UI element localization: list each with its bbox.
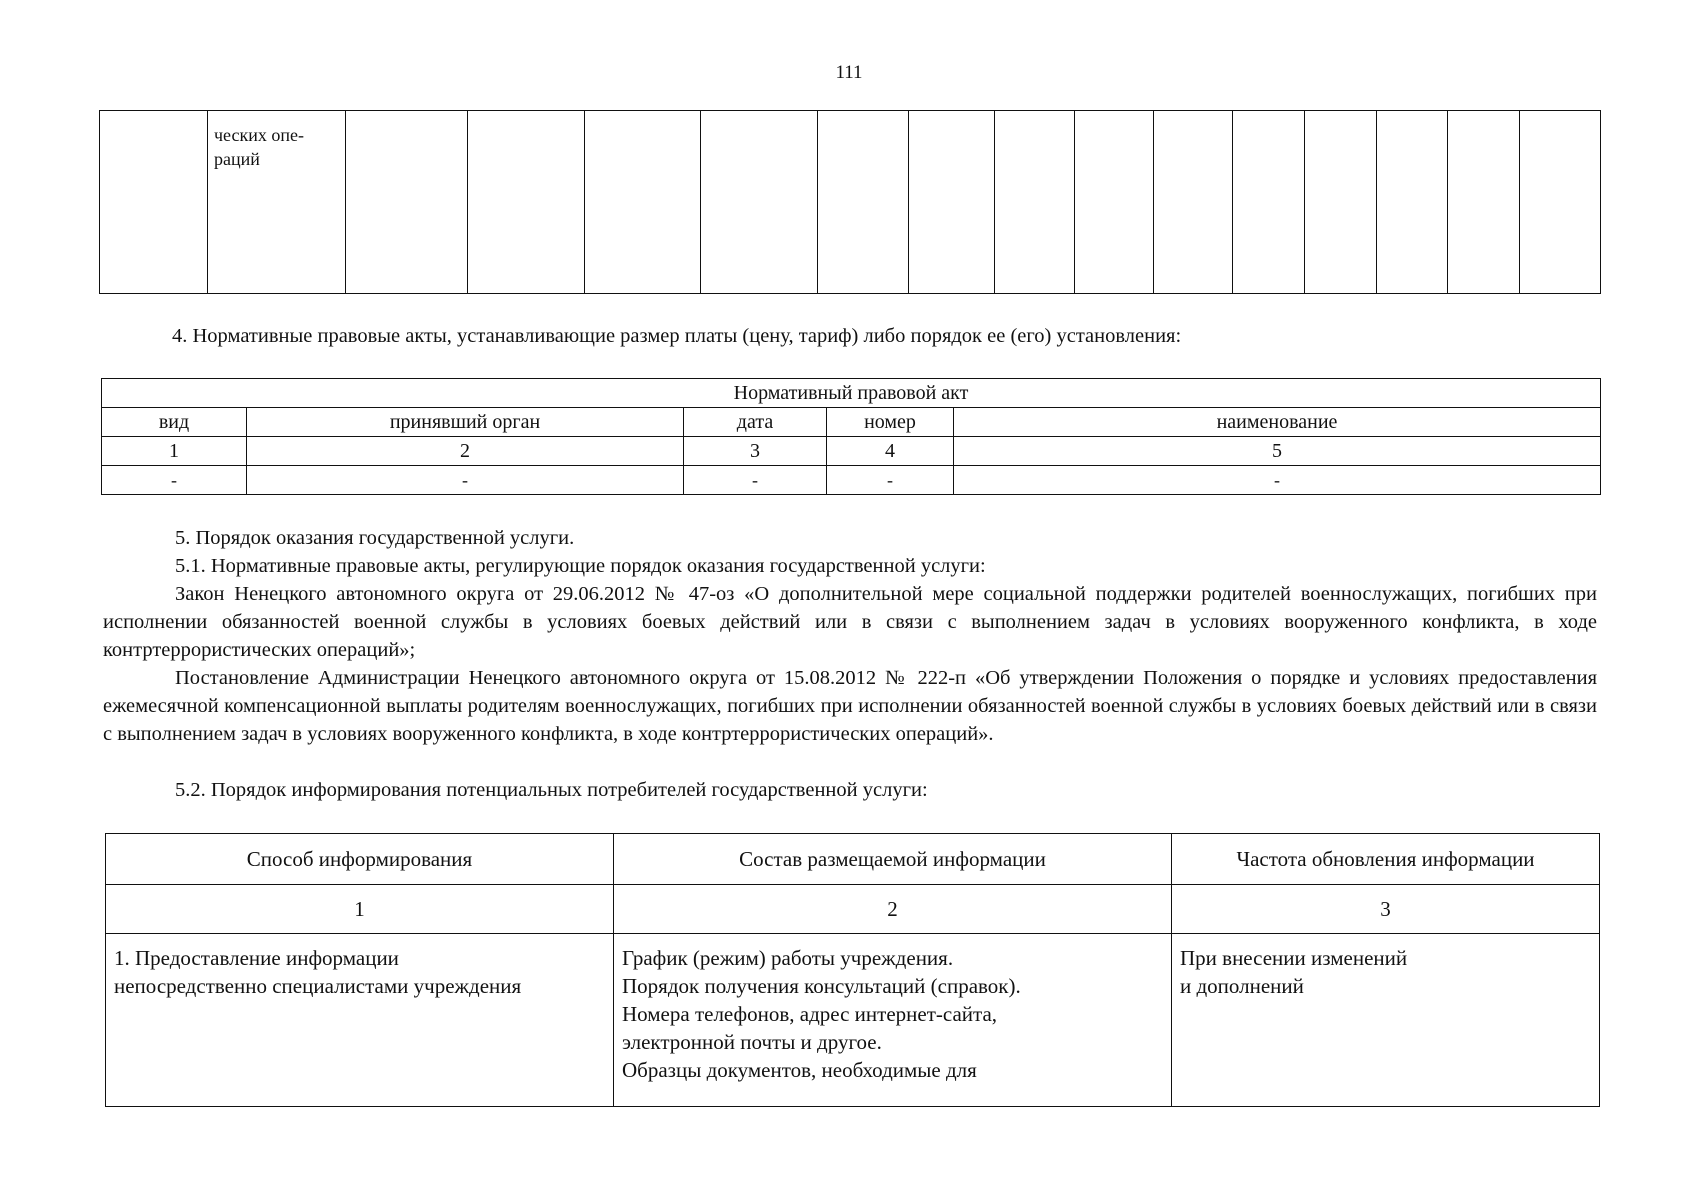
cell-line: Порядок получения консультаций (справок). (622, 974, 1021, 998)
column-header: Состав размещаемой информации (614, 834, 1172, 885)
table-cell: - (684, 466, 827, 495)
column-number: 4 (827, 437, 954, 466)
table-row (106, 885, 1600, 934)
column-number: 3 (1172, 885, 1600, 934)
table-row (100, 111, 1601, 294)
page-number: 111 (835, 62, 863, 83)
table-header-row (106, 834, 1600, 885)
table-row (102, 466, 1601, 495)
fragment-line: раций (213, 149, 260, 169)
cell-line: Образцы документов, необходимые для (622, 1058, 977, 1082)
info-frequency-cell (1172, 934, 1600, 1107)
column-header: наименование (954, 408, 1601, 437)
cell-line: График (режим) работы учреждения. (622, 946, 954, 970)
column-number: 1 (102, 437, 247, 466)
column-header: Частота обновления информации (1172, 834, 1600, 885)
cell-line: При внесении изменений (1180, 946, 1408, 970)
info-method-cell (106, 934, 614, 1107)
info-content-cell (614, 934, 1172, 1107)
column-header: Способ информирования (106, 834, 614, 885)
law-paragraph: Закон Ненецкого автономного округа от 29.06.2012 № 47-оз «О дополнительной мере социальной поддержки родителей военнослужащих, погибших при исполнении обязанностей военной службы в условиях боевых действий или в связи с выполнением задач в условиях вооруженного конфликта, в ходе контртеррористических операций»; (103, 583, 1597, 661)
table-cell: - (247, 466, 684, 495)
table-cell: - (827, 466, 954, 495)
table-header-row (102, 408, 1601, 437)
table-cell-fragment (207, 111, 345, 294)
table-cell: - (102, 466, 247, 495)
cell-line: непосредственно специалистами учреждения (114, 974, 522, 998)
table-row (106, 934, 1600, 1107)
resolution-paragraph: Постановление Администрации Ненецкого автономного округа от 15.08.2012 № 222-п «Об утверждении Положения о порядке и условиях предоставления ежемесячной компенсационной выплаты родителям военнослужащих, погибших при исполнении обязанностей военной службы в условиях боевых действий или в связи с выполнением задач в условиях вооруженного конфликта, в ходе контртеррористических операций». (103, 667, 1597, 745)
cell-line: Номера телефонов, адрес интернет-сайта, (622, 1002, 998, 1026)
column-number: 3 (684, 437, 827, 466)
cell-line: электронной почты и другое. (622, 1030, 882, 1054)
column-number: 2 (614, 885, 1172, 934)
column-header: дата (684, 408, 827, 437)
section-5-2-heading: 5.2. Порядок информирования потенциальных потребителей государственной услуги: (175, 779, 928, 801)
section-5-heading: 5. Порядок оказания государственной услуги. (175, 527, 575, 549)
cell-line: и дополнений (1180, 974, 1304, 998)
column-header: принявший орган (247, 408, 684, 437)
column-number: 2 (247, 437, 684, 466)
continued-table (99, 110, 1601, 294)
table-cell: - (954, 466, 1601, 495)
table-row (102, 379, 1601, 408)
fragment-line: ческих опе- (213, 125, 304, 145)
table-title: Нормативный правовой акт (102, 379, 1601, 408)
normative-act-table (101, 378, 1601, 495)
table-row (102, 437, 1601, 466)
column-header: вид (102, 408, 247, 437)
information-table (105, 833, 1600, 1107)
column-number: 5 (954, 437, 1601, 466)
column-number: 1 (106, 885, 614, 934)
cell-line: 1. Предоставление информации (114, 946, 399, 970)
section-5-1-heading: 5.1. Нормативные правовые акты, регулирующие порядок оказания государственной услуги: (175, 555, 986, 577)
column-header: номер (827, 408, 954, 437)
section-4-heading: 4. Нормативные правовые акты, устанавливающие размер платы (цену, тариф) либо порядок ее (его) установления: (172, 325, 1182, 347)
